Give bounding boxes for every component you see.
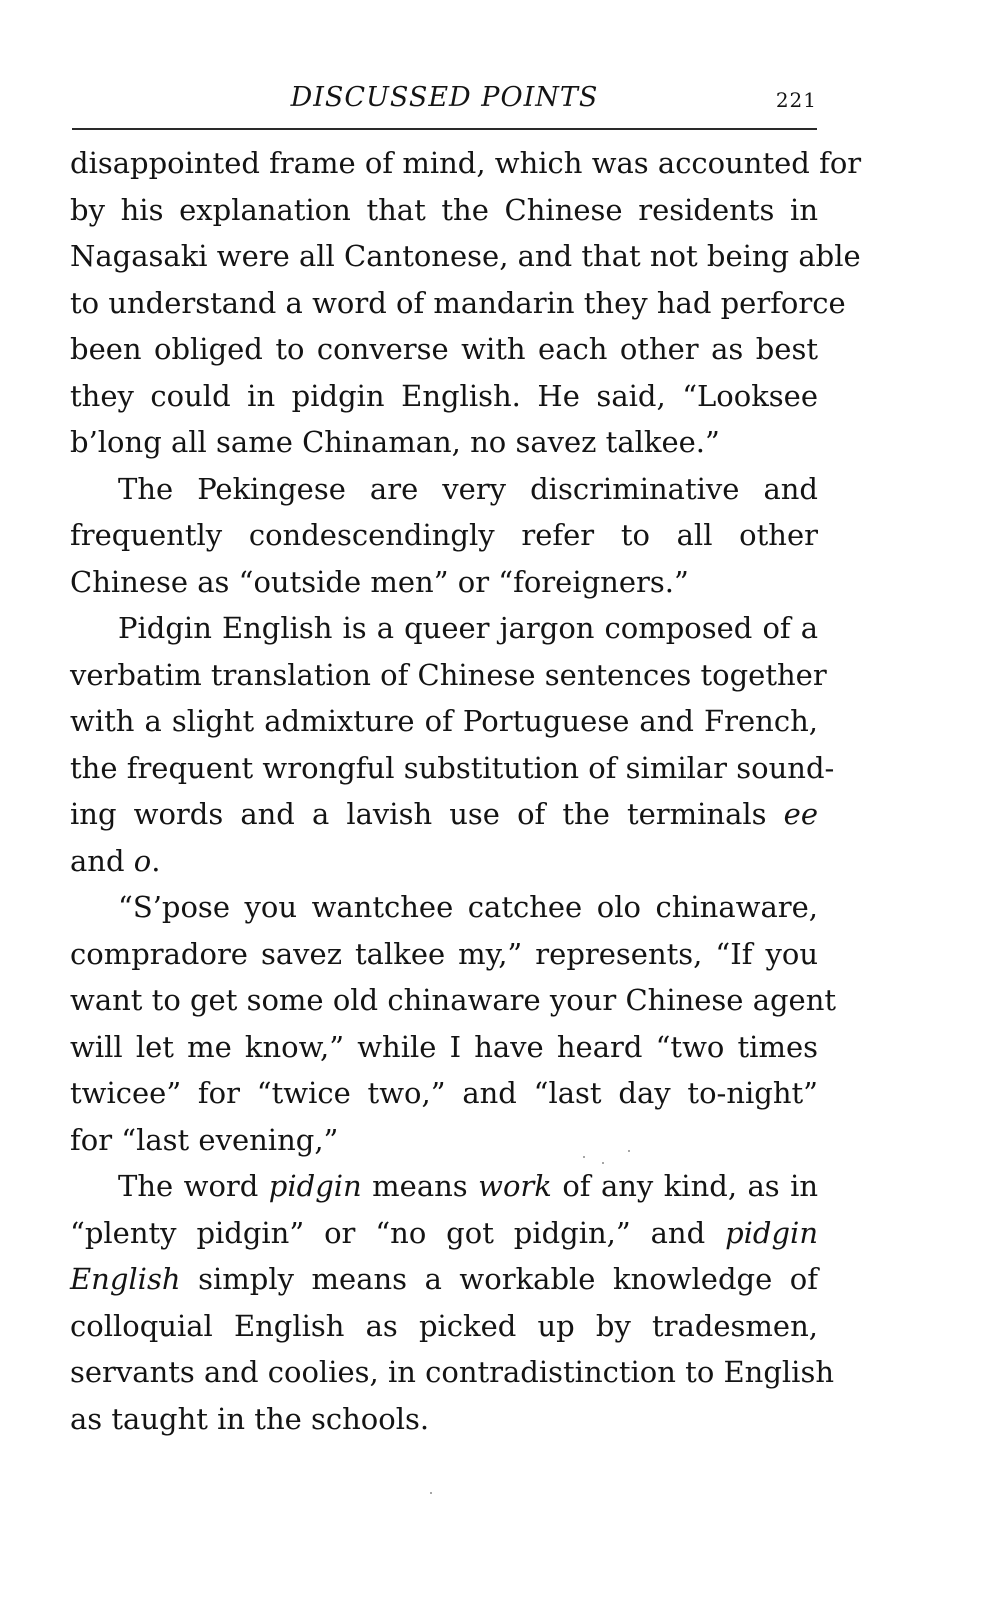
text-line <box>70 838 818 885</box>
text-segment: . <box>151 843 161 878</box>
paragraph-3 <box>70 605 835 884</box>
italic-term: o <box>133 843 152 878</box>
header-rule <box>72 128 817 130</box>
italic-term: ee <box>783 797 818 831</box>
paper-speck <box>628 1150 630 1152</box>
paragraph-5 <box>70 1163 835 1442</box>
text-segment: “plenty pidgin” or “no got pidgin,” and <box>70 1215 706 1250</box>
text-segment: of any kind, as in <box>562 1169 819 1203</box>
paper-speck <box>583 1156 585 1158</box>
paper-speck <box>602 1162 604 1164</box>
running-head: DISCUSSED POINTS <box>290 82 599 113</box>
paragraph-2 <box>70 466 818 606</box>
text-line <box>70 1210 818 1257</box>
italic-term: pidgin <box>268 1169 362 1203</box>
text-line: as taught in the schools. <box>70 1401 430 1436</box>
text-line: want to get some old chinaware your Chinese agent <box>70 983 837 1017</box>
text-line: “S’pose you wantchee catchee olo chinaware, <box>118 890 818 924</box>
text-line: will let me know,” while I have heard “two times <box>70 1029 818 1064</box>
text-segment: The word <box>118 1169 259 1203</box>
text-line: b’long all same Chinaman, no savez talkee.” <box>70 425 720 459</box>
text-line: for “last evening,” <box>70 1122 339 1157</box>
body-text <box>70 140 862 1442</box>
text-line: to understand a word of mandarin they had perforce <box>70 285 846 320</box>
text-line: the frequent wrongful substitution of similar sound- <box>70 750 835 785</box>
text-segment: ing words and a lavish use of the terminals <box>70 797 767 831</box>
text-line: Chinese as “outside men” or “foreigners.” <box>70 564 689 599</box>
text-line: twicee” for “twice two,” and “last day to-night” <box>70 1076 818 1110</box>
text-line: been obliged to converse with each other as best <box>70 332 818 366</box>
text-line: colloquial English as picked up by tradesmen, <box>70 1308 818 1343</box>
italic-term: pidgin <box>725 1215 818 1250</box>
text-line: servants and coolies, in contradistinction to English <box>70 1355 835 1389</box>
paragraph-1 <box>70 140 862 466</box>
text-line <box>70 1256 818 1303</box>
text-line: with a slight admixture of Portuguese and French, <box>70 704 818 738</box>
text-line: disappointed frame of mind, which was accounted for <box>70 146 862 180</box>
text-line: Pidgin English is a queer jargon composed of a <box>118 611 818 645</box>
paper-speck <box>430 1492 432 1494</box>
text-line: by his explanation that the Chinese residents in <box>70 192 818 227</box>
text-line: they could in pidgin English. He said, “Looksee <box>70 378 818 413</box>
text-line: compradore savez talkee my,” represents, “If you <box>70 936 818 971</box>
text-line: The Pekingese are very discriminative and <box>118 471 818 506</box>
text-line <box>70 1163 818 1210</box>
text-line: frequently condescendingly refer to all other <box>70 518 818 552</box>
text-line <box>70 791 818 838</box>
text-segment: simply means a workable knowledge of <box>198 1262 819 1296</box>
page-number: 221 <box>775 88 817 112</box>
italic-term: work <box>478 1169 552 1203</box>
page-header <box>72 78 817 118</box>
text-segment: means <box>372 1169 468 1203</box>
text-line: Nagasaki were all Cantonese, and that not being able <box>70 239 861 273</box>
paragraph-4 <box>70 884 837 1163</box>
text-line: verbatim translation of Chinese sentences together <box>70 657 827 692</box>
text-segment: and <box>70 843 125 878</box>
italic-term: English <box>70 1262 181 1296</box>
